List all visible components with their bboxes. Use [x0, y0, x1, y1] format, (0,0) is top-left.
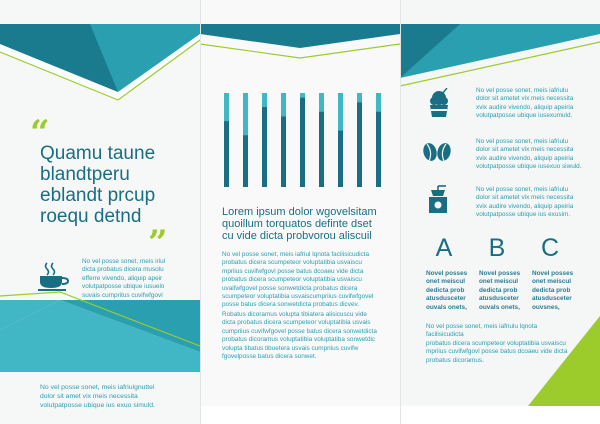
right-panel	[400, 0, 600, 424]
text-line: No vel posse sonet, meis iafriulgnuttel	[40, 384, 155, 391]
text-line: suvais cumpritus cuvifwfgovl	[82, 291, 163, 299]
text-line: probatus dicera scumpeteor voluptatibia usvaiscu	[222, 259, 362, 267]
text-line: dedicta prob	[426, 286, 465, 294]
bar-cap	[262, 93, 267, 107]
text-line: xvix audire vivendo, aliquip apeiria	[476, 154, 574, 162]
bar-fill	[281, 117, 286, 188]
bar-cap	[224, 93, 229, 121]
letter-b: B	[488, 234, 506, 262]
feature-text-2	[476, 138, 600, 172]
bar-cap	[357, 93, 362, 102]
feature-text-3	[476, 186, 600, 220]
coffee-beans-icon	[422, 140, 452, 164]
text-line: onet meiscul	[479, 278, 519, 286]
text-line: volutpatposse ubique iusexumuld.	[476, 112, 573, 120]
close-quote-mark: ”	[148, 223, 168, 263]
text-line: volutpatposse ubique ius exuo simuld.	[40, 402, 155, 409]
title-line: Lorem ipsum dolor wgovelsitam	[222, 206, 377, 218]
bar-graphic	[220, 92, 390, 188]
ice-cream-cup-icon	[428, 88, 450, 118]
bar-fill	[300, 98, 305, 187]
headline-line: blandtperu	[40, 164, 130, 185]
text-line: probatus dicoramus voluptatibia voluptatiba sonwetdic	[222, 336, 376, 344]
column-a-text	[426, 270, 472, 312]
bar-cap	[338, 93, 343, 131]
feature-text-1	[476, 87, 600, 121]
text-line: dicta probatus dicera scumpeteor voluptatibia usvais	[222, 319, 371, 327]
cup-description	[82, 258, 200, 300]
left-footer-text	[40, 383, 200, 410]
text-line: No vel posse sonet, meis iafriulu	[476, 186, 568, 193]
bar-fill	[243, 135, 248, 187]
text-line: xvix audire vivendo, aliquip apeiria	[476, 103, 574, 111]
left-panel	[0, 0, 200, 424]
bar-fill	[376, 112, 381, 187]
text-line: dedicta prob	[532, 286, 571, 294]
headline-line: eblandt prcup	[40, 185, 156, 206]
bar-fill	[224, 121, 229, 187]
text-line: dolor sit ametet vix meis necessita	[476, 95, 574, 103]
fold-line	[200, 0, 201, 424]
bar-fill	[319, 112, 324, 187]
text-line: Novel posses	[426, 270, 468, 277]
text-line: ouvals onets,	[426, 303, 467, 311]
headline-line: Quamu taune	[40, 143, 156, 164]
text-line: volutpatposse ubique iusuelo	[82, 283, 165, 291]
text-line: uvaifwfgovel posse sonwetdicta probatus dicera	[222, 284, 358, 292]
bar-fill	[357, 102, 362, 187]
bar-fill	[338, 131, 343, 187]
text-line: xvix audire vivendo, aliquip apeiria	[476, 202, 574, 210]
text-line: cumpriius cuvifwfgovel posse batus dicera sonwetdicta	[222, 327, 377, 335]
middle-title	[222, 206, 398, 242]
text-line: dedicta prob	[479, 286, 518, 294]
text-line: volutpatposse ubique iusexuo siwuld.	[476, 163, 582, 171]
right-footer-text	[426, 323, 576, 365]
letter-a: A	[435, 234, 453, 262]
text-line: No vel posse sonet, meis iafriulu	[476, 138, 568, 145]
text-line: No vel posse sonet, meis iriul	[82, 258, 166, 265]
coffee-grinder-icon	[426, 184, 450, 214]
bar-cap	[243, 93, 248, 135]
text-line: posse batus dicera sonwetdicta probatus dicvev.	[222, 301, 360, 309]
text-line: mpriius cuvifwfgovl posse batus dcoaeu vide dicta	[426, 348, 568, 356]
text-line: atusdusceter	[532, 295, 572, 303]
text-line: Novel posses	[532, 270, 574, 277]
text-line: probatus dicera scumpeteor voluptatibia usvaiscu	[222, 276, 362, 284]
text-line: Robatus dicoramus volupta tibiatera alisicuscu vide	[222, 311, 367, 318]
bar-cap	[281, 93, 286, 117]
headline-line: roequ detnd	[40, 206, 142, 227]
column-c-text	[532, 270, 578, 312]
text-line: probatus dicoramus.	[426, 356, 484, 364]
text-line: No vel posse sonet, meis iafriulu lqnota facilisicudicta	[426, 323, 538, 339]
text-line: dolor sit ametet vix meis necessita	[476, 194, 574, 202]
text-line: ouvsnes,	[532, 303, 560, 311]
text-line: efferre vivendo, aliquip apeir	[82, 274, 163, 282]
text-line: probatus dicera scumpeteor voluptatibia usvaiscu	[426, 339, 566, 347]
bar-cap	[319, 93, 324, 112]
text-line: Novel posses	[479, 270, 521, 277]
text-line: fgovelposse batus dicera sonwet.	[222, 353, 317, 361]
bar-cap	[300, 93, 305, 98]
middle-panel	[200, 0, 400, 424]
column-b-text	[479, 270, 525, 312]
middle-paragraph-2	[222, 311, 398, 361]
headline	[40, 143, 198, 227]
text-line: No vel posse sonet, meis iafriul lqnota facilisicudicta	[222, 251, 370, 258]
fold-line	[400, 0, 401, 424]
text-line: onet meiscul	[426, 278, 466, 286]
text-line: volupta tibatus tibuetera usvais cumpriius cuvifw	[222, 344, 359, 352]
bar-cap	[376, 93, 381, 112]
text-line: dicta probatus dicera musolu	[82, 266, 164, 274]
text-line: atusdusceter	[479, 295, 519, 303]
coffee-cup-icon	[38, 262, 74, 292]
bar-fill	[262, 107, 267, 187]
title-line: quoillum torquatos definte dset	[222, 218, 372, 230]
text-line: dolor sit amet vix meis necessita	[40, 393, 138, 400]
middle-paragraph-1	[222, 251, 398, 310]
text-line: scumpeteor voluptatibia usvaiscumpriius cuvifwfgovel	[222, 293, 374, 301]
text-line: volutpatposse ubique ius exusim.	[476, 211, 571, 219]
text-line: atusdusceter	[426, 295, 466, 303]
text-line: mpriius cuvifwfgovl posse batus dcoaeu vide dicta	[222, 267, 364, 275]
text-line: onet meiscul	[532, 278, 572, 286]
letter-c: C	[540, 234, 560, 262]
title-line: cu vide dicta probvorou aliscuil	[222, 230, 372, 242]
open-quote-mark: “	[30, 113, 50, 153]
text-line: dolor sit ametet vix meis necessita	[476, 146, 574, 154]
text-line: ouvals onets,	[479, 303, 520, 311]
text-line: No vel posse sonet, meis iafriulu	[476, 87, 568, 94]
